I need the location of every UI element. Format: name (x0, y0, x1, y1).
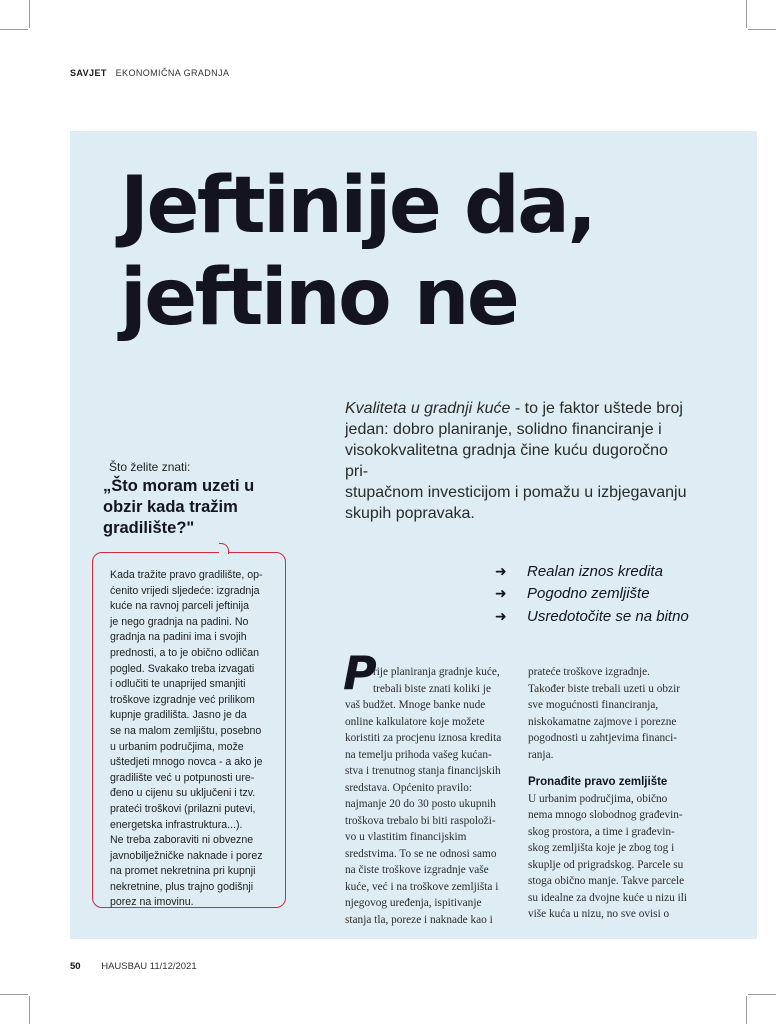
body-line: koristiti za procjenu iznosa kredita (345, 732, 502, 744)
body-line: stoga obično manje. Takve parcele (528, 875, 685, 887)
answer-line: kupnje gradilišta. Jasno je da (110, 709, 247, 722)
answer-line: uštedjeti mnogo novca - a ako je (110, 756, 263, 769)
body-line: na čiste troškove izgradnje vaše (345, 864, 489, 876)
answer-line: prateći troškovi (prilazni putevi, (110, 802, 256, 815)
answer-line: đeno u cijenu su uključeni i tzv. (110, 787, 256, 800)
answer-line: kuće na ravnoj parceli jeftinija (110, 600, 249, 613)
body-line: njegovog uređenja, ispitivanje (345, 897, 482, 909)
key-points-list (495, 560, 689, 628)
lead-emphasis: Kvaliteta u gradnji kuće (345, 400, 511, 417)
lead-paragraph (345, 398, 690, 524)
body-line: sredstvima. To se ne odnosi samo (345, 847, 497, 860)
key-point-label: Usredotočite se na bitno (527, 607, 689, 625)
answer-line: energetska infrastruktura...). (110, 818, 243, 831)
body-line: kuće, već i na troškove zemljišta i (345, 880, 499, 893)
answer-line: porez na imovinu. (110, 896, 194, 909)
section-label: SAVJET (70, 68, 107, 78)
lead-line: jedan: dobro planiranje, solidno financiranje i (345, 421, 662, 438)
answer-line: je nego gradnja na padini. No (110, 615, 249, 628)
body-line: na temelju prihoda vašeg kućan- (345, 748, 492, 761)
answer-line: javnobilježničke naknade i porez (110, 849, 263, 862)
answer-line: se na malom zemljištu, posebno (110, 724, 262, 737)
answer-line: gradnja na padini ima i svojih (110, 631, 247, 644)
drop-cap: P (343, 646, 377, 700)
body-line: su idealne za dvojne kuće u nizu ili (528, 891, 688, 904)
crop-mark (0, 29, 28, 30)
lead-line: skupih popravaka. (345, 505, 475, 522)
arrow-right-icon: ➜ (495, 562, 507, 579)
body-line: niskokamatne zajmove i porezne (528, 715, 677, 728)
body-line: Također biste trebali uzeti u obzir (528, 682, 680, 695)
crop-mark (0, 994, 28, 995)
article-title (120, 160, 740, 344)
title-line: jeftino ne (120, 253, 518, 343)
answer-line: gradilište već u potpunosti ure- (110, 771, 255, 784)
body-line: vaš budžet. Mnoge banke nude (345, 699, 486, 711)
body-line: rije planiranja gradnje kuće, (373, 666, 500, 678)
title-line: Jeftinije da, (120, 161, 595, 251)
key-point-label: Pogodno zemljište (527, 585, 650, 603)
body-line: U urbanim područjima, obično (528, 792, 668, 805)
publication-label: HAUSBAU 11/12/2021 (101, 961, 197, 972)
page-number: 50 (70, 961, 81, 972)
answer-line: Ne treba zaboraviti ni obvezne (110, 834, 254, 847)
answer-line: na promet nekretnina pri kupnji (110, 865, 256, 878)
answer-line: u urbanim područjima, može (110, 740, 244, 753)
body-line: prateće troškove izgradnje. (528, 666, 651, 678)
body-line: online kalkulatore koje možete (345, 715, 485, 728)
body-line: troškova trebalo bi biti raspoloži- (345, 814, 496, 827)
key-point-label: Realan iznos kredita (527, 562, 663, 580)
body-line: skuplje od prigradskog. Parcele su (528, 858, 684, 871)
page-footer (70, 961, 197, 972)
answer-line: nekretnine, plus trajno godišnji (110, 880, 254, 893)
key-point (495, 560, 689, 583)
question-title: „Što moram uzeti u obzir kada tražim gradilište?" (103, 477, 255, 537)
body-line: stanja tla, poreze i naknade kao i (345, 913, 493, 926)
body-column-1 (345, 664, 515, 928)
crop-mark (29, 996, 30, 1024)
body-line: nema mnogo slobodnog građevin- (528, 809, 683, 821)
key-point (495, 605, 689, 628)
arrow-right-icon: ➜ (495, 585, 507, 602)
lead-line: stupačnom investicijom i pomažu u izbjegavanju (345, 484, 687, 501)
body-line: trebali biste znati koliki je (373, 682, 491, 695)
body-column-2 (528, 664, 708, 923)
crop-mark (746, 996, 747, 1024)
body-line: sve mogućnosti financiranja, (528, 699, 659, 711)
lead-line: visokokvalitetna gradnja čine kuću dugoročno pri- (345, 442, 668, 480)
question-label: Što želite znati: (109, 460, 191, 474)
lead-line: - to je faktor uštede broj (510, 400, 683, 417)
crop-mark (29, 0, 30, 28)
answer-line: troškove izgradnje već prilikom (110, 693, 255, 706)
body-line: ranja. (528, 748, 554, 761)
answer-line: ćenito vrijedi sljedeće: izgradnja (110, 584, 260, 597)
answer-text (110, 568, 286, 911)
crop-mark (748, 29, 776, 30)
answer-line: prednosti, a to je obično odličan (110, 646, 260, 659)
answer-line: i odlučiti te unaprijed smanjiti (110, 678, 246, 691)
running-header (70, 68, 229, 78)
key-point (495, 583, 689, 606)
crop-mark (746, 0, 747, 28)
body-line: najmanje 20 do 30 posto ukupnih (345, 798, 496, 810)
body-line: skog prostora, a time i građevin- (528, 825, 675, 838)
body-line: više kuća u nizu, no sve ovisi o (528, 908, 670, 920)
crop-mark (748, 994, 776, 995)
body-line: pogodnosti u zahtjevima financi- (528, 732, 678, 744)
answer-line: pogled. Svakako treba izvagati (110, 662, 255, 675)
answer-line: Kada tražite pravo gradilište, op- (110, 569, 263, 581)
topic-label: EKONOMIČNA GRADNJA (115, 68, 230, 78)
body-line: skog zemljišta koje je zbog tog i (528, 842, 675, 854)
section-subheading: Pronađite pravo zemljište (528, 776, 668, 788)
body-line: sredstava. Općenito pravilo: (345, 781, 473, 794)
body-line: vo u vlastitim financijskim (345, 831, 467, 843)
body-line: stva i trenutnog stanja financijskih (345, 765, 501, 777)
arrow-right-icon: ➜ (495, 607, 507, 624)
